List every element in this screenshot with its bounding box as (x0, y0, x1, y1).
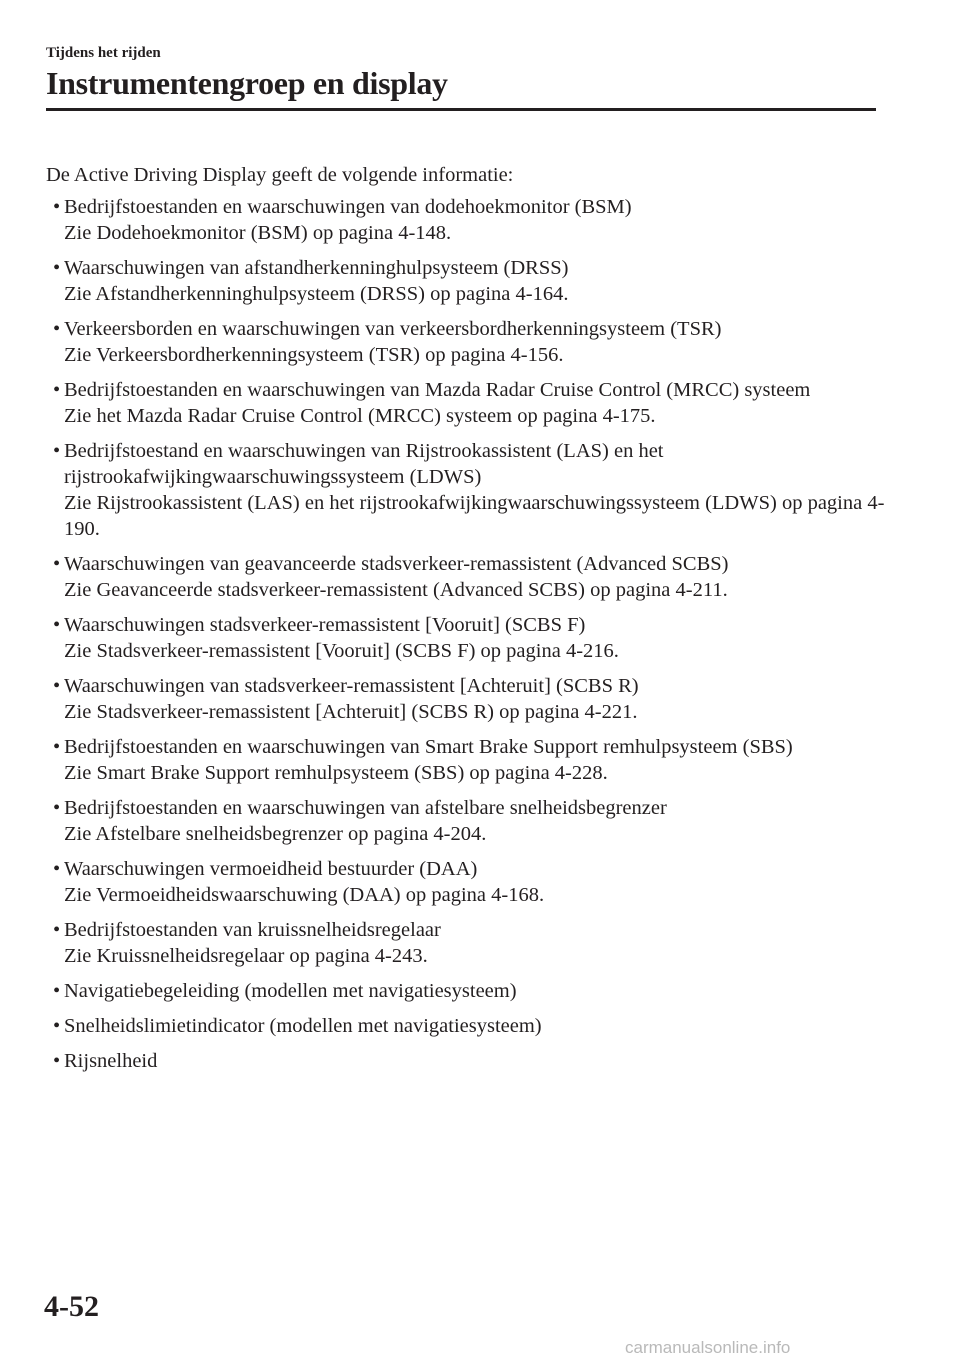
list-item (46, 978, 886, 1004)
list-item-text: Verkeersborden en waarschuwingen van verkeersbordherkenningsysteem (TSR) (64, 318, 722, 340)
list-item (46, 612, 886, 664)
main-content (46, 162, 886, 1083)
list-item-text: Waarschuwingen van stadsverkeer-remassistent [Achteruit] (SCBS R) (64, 675, 639, 697)
list-item-reference: Zie Vermoeidheidswaarschuwing (DAA) op pagina 4-168. (64, 884, 545, 906)
list-item (46, 1013, 886, 1039)
list-item-text: Bedrijfstoestanden en waarschuwingen van Mazda Radar Cruise Control (MRCC) systeem (64, 379, 811, 401)
list-item (46, 734, 886, 786)
bullet-icon: • (53, 858, 61, 880)
list-item-reference: Zie Dodehoekmonitor (BSM) op pagina 4-148. (64, 222, 452, 244)
list-item-reference: Zie Afstandherkenninghulpsysteem (DRSS) op pagina 4-164. (64, 283, 569, 305)
bullet-icon: • (53, 919, 61, 941)
list-item (46, 1048, 886, 1074)
bullet-icon: • (53, 553, 61, 575)
list-item-text: Bedrijfstoestanden en waarschuwingen van dodehoekmonitor (BSM) (64, 196, 632, 218)
bullet-icon: • (53, 1015, 61, 1037)
bullet-icon: • (53, 379, 61, 401)
list-item (46, 673, 886, 725)
page-title: Instrumentengroep en display (46, 65, 448, 101)
list-item (46, 255, 886, 307)
info-list (46, 194, 886, 1074)
bullet-icon: • (53, 440, 61, 462)
bullet-icon: • (53, 675, 61, 697)
list-item-text: Bedrijfstoestanden en waarschuwingen van afstelbare snelheidsbegrenzer (64, 797, 667, 819)
list-item-text: Waarschuwingen van geavanceerde stadsverkeer-remassistent (Advanced SCBS) (64, 553, 729, 575)
list-item (46, 438, 886, 542)
list-item (46, 316, 886, 368)
watermark: carmanualsonline.info (625, 1338, 791, 1357)
list-item-reference: Zie het Mazda Radar Cruise Control (MRCC) systeem op pagina 4-175. (64, 405, 656, 427)
list-item-reference: Zie Rijstrookassistent (LAS) en het rijstrookafwijkingwaarschuwingssysteem (LDWS) op pagina 4-190. (64, 492, 885, 540)
bullet-icon: • (53, 318, 61, 340)
list-item-text: Navigatiebegeleiding (modellen met navigatiesysteem) (64, 980, 517, 1002)
list-item-text: Bedrijfstoestanden en waarschuwingen van Smart Brake Support remhulpsysteem (SBS) (64, 736, 793, 758)
list-item-text: Bedrijfstoestanden van kruissnelheidsregelaar (64, 919, 441, 941)
list-item-reference: Zie Kruissnelheidsregelaar op pagina 4-243. (64, 945, 428, 967)
list-item-reference: Zie Geavanceerde stadsverkeer-remassistent (Advanced SCBS) op pagina 4-211. (64, 579, 728, 601)
list-item-reference: Zie Stadsverkeer-remassistent [Achteruit] (SCBS R) op pagina 4-221. (64, 701, 638, 723)
list-item-reference: Zie Stadsverkeer-remassistent [Vooruit] (SCBS F) op pagina 4-216. (64, 640, 619, 662)
list-item-text: Bedrijfstoestand en waarschuwingen van Rijstrookassistent (LAS) en het rijstrookafwijkingwaarschuwingssysteem (LDWS) (64, 440, 664, 488)
list-item (46, 917, 886, 969)
list-item (46, 194, 886, 246)
list-item-text: Waarschuwingen stadsverkeer-remassistent [Vooruit] (SCBS F) (64, 614, 586, 636)
bullet-icon: • (53, 196, 61, 218)
list-item (46, 856, 886, 908)
bullet-icon: • (53, 736, 61, 758)
list-item (46, 795, 886, 847)
bullet-icon: • (53, 257, 61, 279)
list-item-reference: Zie Verkeersbordherkenningsysteem (TSR) op pagina 4-156. (64, 344, 564, 366)
bullet-icon: • (53, 1050, 61, 1072)
list-item (46, 551, 886, 603)
list-item-text: Snelheidslimietindicator (modellen met navigatiesysteem) (64, 1015, 542, 1037)
list-item-reference: Zie Smart Brake Support remhulpsysteem (SBS) op pagina 4-228. (64, 762, 608, 784)
bullet-icon: • (53, 980, 61, 1002)
list-item-text: Rijsnelheid (64, 1050, 158, 1072)
page-number: 4-52 (44, 1290, 99, 1323)
page-header (46, 44, 876, 102)
list-item (46, 377, 886, 429)
intro-paragraph: De Active Driving Display geeft de volgende informatie: (46, 164, 514, 186)
bullet-icon: • (53, 797, 61, 819)
header-divider (46, 108, 876, 111)
bullet-icon: • (53, 614, 61, 636)
section-title: Tijdens het rijden (46, 45, 161, 61)
list-item-text: Waarschuwingen van afstandherkenninghulpsysteem (DRSS) (64, 257, 569, 279)
list-item-reference: Zie Afstelbare snelheidsbegrenzer op pagina 4-204. (64, 823, 487, 845)
list-item-text: Waarschuwingen vermoeidheid bestuurder (DAA) (64, 858, 478, 880)
